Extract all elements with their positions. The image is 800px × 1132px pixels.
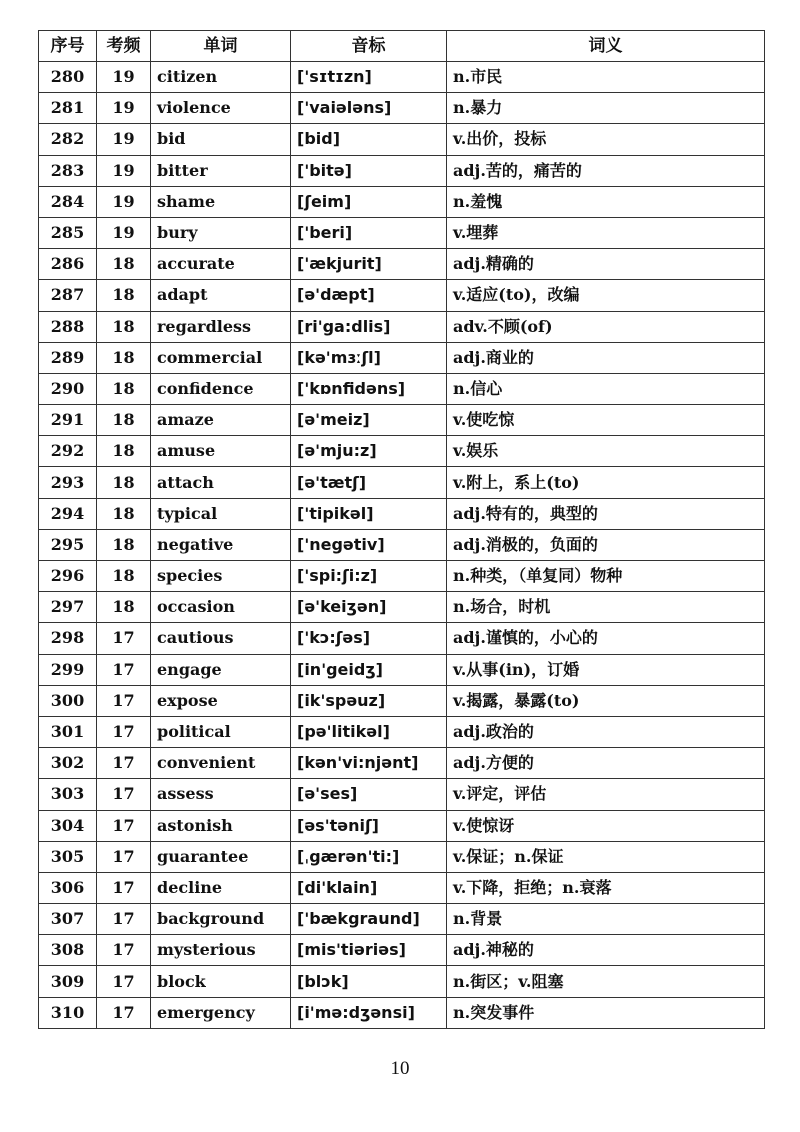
cell-meaning: n.场合，时机 xyxy=(447,592,765,623)
cell-phonetic: [pə'litikəl] xyxy=(291,716,447,747)
table-row xyxy=(39,373,765,404)
cell-meaning: adj.消极的，负面的 xyxy=(447,529,765,560)
cell-number: 299 xyxy=(39,654,97,685)
cell-phonetic: [di'klain] xyxy=(291,872,447,903)
table-row xyxy=(39,841,765,872)
cell-phonetic: [bid] xyxy=(291,124,447,155)
cell-word: commercial xyxy=(151,342,291,373)
cell-word: mysterious xyxy=(151,935,291,966)
cell-frequency: 18 xyxy=(97,467,151,498)
cell-phonetic: ['sɪtɪzn] xyxy=(291,62,447,93)
cell-word: background xyxy=(151,904,291,935)
cell-word: occasion xyxy=(151,592,291,623)
table-row xyxy=(39,872,765,903)
cell-word: guarantee xyxy=(151,841,291,872)
cell-phonetic: [ə'keiʒən] xyxy=(291,592,447,623)
cell-phonetic: [kən'vi:njənt] xyxy=(291,748,447,779)
cell-number: 292 xyxy=(39,436,97,467)
table-row xyxy=(39,467,765,498)
cell-word: decline xyxy=(151,872,291,903)
cell-number: 294 xyxy=(39,498,97,529)
cell-word: expose xyxy=(151,685,291,716)
cell-number: 281 xyxy=(39,93,97,124)
cell-frequency: 17 xyxy=(97,966,151,997)
cell-meaning: adj.谨慎的，小心的 xyxy=(447,623,765,654)
cell-meaning: adj.精确的 xyxy=(447,249,765,280)
table-body xyxy=(39,62,765,1029)
cell-meaning: n.信心 xyxy=(447,373,765,404)
cell-word: accurate xyxy=(151,249,291,280)
cell-number: 297 xyxy=(39,592,97,623)
cell-meaning: n.羞愧 xyxy=(447,186,765,217)
cell-frequency: 18 xyxy=(97,498,151,529)
cell-phonetic: [əs'təniʃ] xyxy=(291,810,447,841)
cell-phonetic: ['tipikəl] xyxy=(291,498,447,529)
cell-frequency: 18 xyxy=(97,561,151,592)
cell-phonetic: [ə'ses] xyxy=(291,779,447,810)
cell-phonetic: [in'geidʒ] xyxy=(291,654,447,685)
cell-phonetic: [kə'mɜːʃl] xyxy=(291,342,447,373)
cell-meaning: adj.方便的 xyxy=(447,748,765,779)
cell-frequency: 17 xyxy=(97,716,151,747)
cell-phonetic: [ʃeim] xyxy=(291,186,447,217)
cell-frequency: 18 xyxy=(97,373,151,404)
cell-word: citizen xyxy=(151,62,291,93)
table-row xyxy=(39,280,765,311)
cell-number: 300 xyxy=(39,685,97,716)
cell-phonetic: [ə'mju:z] xyxy=(291,436,447,467)
cell-meaning: v.揭露，暴露(to) xyxy=(447,685,765,716)
cell-meaning: adj.神秘的 xyxy=(447,935,765,966)
cell-word: typical xyxy=(151,498,291,529)
cell-frequency: 17 xyxy=(97,779,151,810)
cell-phonetic: ['ækjurit] xyxy=(291,249,447,280)
cell-meaning: v.使惊讶 xyxy=(447,810,765,841)
cell-meaning: v.保证；n.保证 xyxy=(447,841,765,872)
table-row xyxy=(39,716,765,747)
cell-number: 295 xyxy=(39,529,97,560)
cell-number: 285 xyxy=(39,217,97,248)
cell-phonetic: ['kɔ:ʃəs] xyxy=(291,623,447,654)
cell-word: bury xyxy=(151,217,291,248)
cell-meaning: n.突发事件 xyxy=(447,997,765,1028)
cell-meaning: v.使吃惊 xyxy=(447,405,765,436)
table-row xyxy=(39,654,765,685)
cell-frequency: 19 xyxy=(97,186,151,217)
cell-frequency: 17 xyxy=(97,623,151,654)
cell-phonetic: [mis'tiəriəs] xyxy=(291,935,447,966)
cell-meaning: n.暴力 xyxy=(447,93,765,124)
cell-meaning: v.埋葬 xyxy=(447,217,765,248)
cell-meaning: v.出价，投标 xyxy=(447,124,765,155)
table-row xyxy=(39,904,765,935)
cell-frequency: 17 xyxy=(97,654,151,685)
cell-number: 304 xyxy=(39,810,97,841)
cell-word: bitter xyxy=(151,155,291,186)
cell-word: negative xyxy=(151,529,291,560)
cell-phonetic: [blɔk] xyxy=(291,966,447,997)
page-number: 10 xyxy=(390,1058,410,1079)
cell-word: block xyxy=(151,966,291,997)
header-phonetic: 音标 xyxy=(291,31,447,62)
cell-number: 296 xyxy=(39,561,97,592)
cell-number: 308 xyxy=(39,935,97,966)
cell-phonetic: [ˌgærən'ti:] xyxy=(291,841,447,872)
table-row xyxy=(39,311,765,342)
cell-phonetic: [ə'meiz] xyxy=(291,405,447,436)
cell-number: 286 xyxy=(39,249,97,280)
cell-word: emergency xyxy=(151,997,291,1028)
table-row xyxy=(39,592,765,623)
table-row xyxy=(39,249,765,280)
cell-meaning: adj.特有的，典型的 xyxy=(447,498,765,529)
cell-frequency: 19 xyxy=(97,124,151,155)
cell-phonetic: ['negətiv] xyxy=(291,529,447,560)
cell-frequency: 18 xyxy=(97,592,151,623)
header-frequency: 考频 xyxy=(97,31,151,62)
table-row xyxy=(39,217,765,248)
cell-number: 284 xyxy=(39,186,97,217)
cell-number: 301 xyxy=(39,716,97,747)
cell-frequency: 18 xyxy=(97,405,151,436)
cell-word: amuse xyxy=(151,436,291,467)
cell-number: 287 xyxy=(39,280,97,311)
table-row xyxy=(39,93,765,124)
cell-phonetic: [ə'dæpt] xyxy=(291,280,447,311)
header-row xyxy=(39,31,765,62)
cell-phonetic: [ik'spəuz] xyxy=(291,685,447,716)
cell-frequency: 17 xyxy=(97,997,151,1028)
table-row xyxy=(39,186,765,217)
cell-number: 305 xyxy=(39,841,97,872)
cell-phonetic: ['spi:ʃi:z] xyxy=(291,561,447,592)
cell-word: regardless xyxy=(151,311,291,342)
cell-phonetic: ['bitə] xyxy=(291,155,447,186)
cell-frequency: 17 xyxy=(97,841,151,872)
cell-meaning: n.市民 xyxy=(447,62,765,93)
table-row xyxy=(39,155,765,186)
cell-word: attach xyxy=(151,467,291,498)
cell-phonetic: ['beri] xyxy=(291,217,447,248)
table-row xyxy=(39,997,765,1028)
cell-number: 298 xyxy=(39,623,97,654)
table-row xyxy=(39,623,765,654)
cell-meaning: n.街区；v.阻塞 xyxy=(447,966,765,997)
cell-word: cautious xyxy=(151,623,291,654)
cell-number: 290 xyxy=(39,373,97,404)
cell-word: adapt xyxy=(151,280,291,311)
cell-frequency: 17 xyxy=(97,748,151,779)
cell-frequency: 18 xyxy=(97,436,151,467)
cell-meaning: adj.政治的 xyxy=(447,716,765,747)
cell-number: 289 xyxy=(39,342,97,373)
table-row xyxy=(39,498,765,529)
cell-word: confidence xyxy=(151,373,291,404)
table-row xyxy=(39,62,765,93)
cell-frequency: 17 xyxy=(97,685,151,716)
cell-number: 306 xyxy=(39,872,97,903)
cell-meaning: adj.商业的 xyxy=(447,342,765,373)
header-word: 单词 xyxy=(151,31,291,62)
cell-word: convenient xyxy=(151,748,291,779)
cell-frequency: 19 xyxy=(97,62,151,93)
table-row xyxy=(39,779,765,810)
table-row xyxy=(39,405,765,436)
table-row xyxy=(39,966,765,997)
cell-meaning: v.下降，拒绝；n.衰落 xyxy=(447,872,765,903)
table-row xyxy=(39,124,765,155)
cell-word: amaze xyxy=(151,405,291,436)
cell-number: 309 xyxy=(39,966,97,997)
cell-number: 302 xyxy=(39,748,97,779)
table-row xyxy=(39,685,765,716)
table-row xyxy=(39,529,765,560)
cell-meaning: adv.不顾(of) xyxy=(447,311,765,342)
cell-meaning: n.种类，（单复同）物种 xyxy=(447,561,765,592)
cell-word: species xyxy=(151,561,291,592)
cell-frequency: 19 xyxy=(97,217,151,248)
cell-phonetic: [ri'ga:dlis] xyxy=(291,311,447,342)
cell-number: 282 xyxy=(39,124,97,155)
cell-meaning: v.评定，评估 xyxy=(447,779,765,810)
cell-phonetic: [ə'tætʃ] xyxy=(291,467,447,498)
cell-number: 293 xyxy=(39,467,97,498)
table-row xyxy=(39,342,765,373)
cell-meaning: adj.苦的，痛苦的 xyxy=(447,155,765,186)
cell-number: 291 xyxy=(39,405,97,436)
cell-number: 288 xyxy=(39,311,97,342)
table-row xyxy=(39,436,765,467)
cell-frequency: 19 xyxy=(97,155,151,186)
header-meaning: 词义 xyxy=(447,31,765,62)
cell-phonetic: [i'mə:dʒənsi] xyxy=(291,997,447,1028)
header-number: 序号 xyxy=(39,31,97,62)
cell-frequency: 17 xyxy=(97,872,151,903)
cell-phonetic: ['vaiələns] xyxy=(291,93,447,124)
cell-word: shame xyxy=(151,186,291,217)
cell-frequency: 17 xyxy=(97,810,151,841)
cell-word: engage xyxy=(151,654,291,685)
cell-word: assess xyxy=(151,779,291,810)
vocabulary-table xyxy=(38,30,765,1029)
cell-frequency: 18 xyxy=(97,249,151,280)
cell-meaning: v.娱乐 xyxy=(447,436,765,467)
cell-word: violence xyxy=(151,93,291,124)
cell-word: political xyxy=(151,716,291,747)
cell-number: 280 xyxy=(39,62,97,93)
cell-frequency: 19 xyxy=(97,93,151,124)
cell-number: 310 xyxy=(39,997,97,1028)
cell-meaning: v.附上，系上(to) xyxy=(447,467,765,498)
cell-frequency: 18 xyxy=(97,529,151,560)
cell-number: 307 xyxy=(39,904,97,935)
table-row xyxy=(39,561,765,592)
cell-frequency: 18 xyxy=(97,311,151,342)
cell-frequency: 18 xyxy=(97,342,151,373)
cell-number: 283 xyxy=(39,155,97,186)
cell-phonetic: ['bækgraund] xyxy=(291,904,447,935)
cell-word: bid xyxy=(151,124,291,155)
cell-phonetic: ['kɒnfidəns] xyxy=(291,373,447,404)
cell-meaning: n.背景 xyxy=(447,904,765,935)
cell-number: 303 xyxy=(39,779,97,810)
cell-frequency: 17 xyxy=(97,904,151,935)
cell-frequency: 18 xyxy=(97,280,151,311)
table-row xyxy=(39,935,765,966)
table-row xyxy=(39,810,765,841)
table-row xyxy=(39,748,765,779)
cell-meaning: v.适应(to)，改编 xyxy=(447,280,765,311)
cell-meaning: v.从事(in)，订婚 xyxy=(447,654,765,685)
table-header xyxy=(39,31,765,62)
cell-frequency: 17 xyxy=(97,935,151,966)
cell-word: astonish xyxy=(151,810,291,841)
